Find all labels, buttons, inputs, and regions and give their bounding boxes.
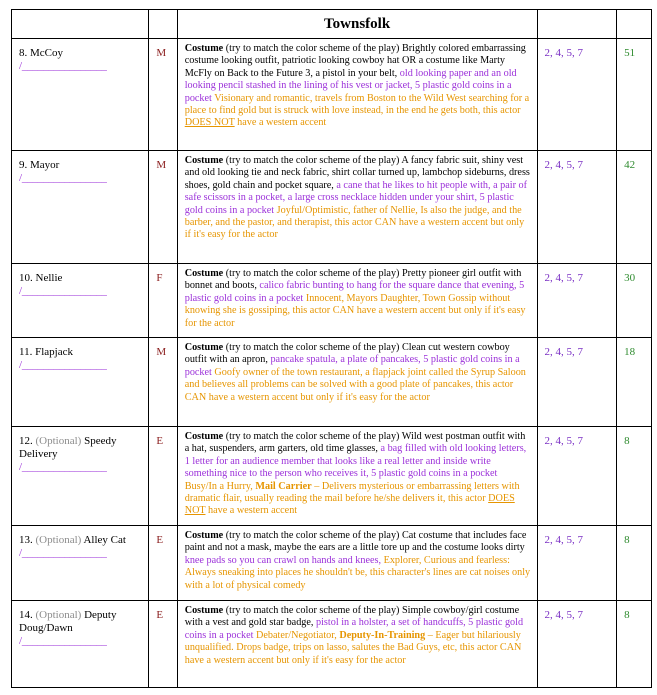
costume-label: Costume [184,431,224,442]
accent-text: have a western accent [234,117,327,129]
header-cell-scenes [537,10,617,39]
scene-list: 2, 4, 5, 7 [537,601,617,688]
character-description [177,601,537,688]
scene-list: 2, 4, 5, 7 [537,427,617,526]
character-name-cell [12,264,149,338]
header-cell-name [12,10,149,39]
character-name: Flapjack [35,346,73,358]
actor-name-blank[interactable]: /________________ [19,359,107,371]
line-count: 42 [617,151,652,264]
character-name-cell [12,338,149,427]
costume-text: (try to match the color scheme of the play) Cat costume that includes face paint and not a mask, maybe the ears are a little tore up and the costume looks dirty [184,530,527,554]
character-number: 11. [19,346,33,358]
actor-name-blank[interactable]: /________________ [19,285,107,297]
costume-label: Costume [184,268,224,279]
line-count: 18 [617,338,652,427]
accent-text: have a western accent [205,505,298,517]
personality-text: Explorer, Curious and fearless: Always sneaking into places he shouldn't be, this character's lines are cat noises only with a lot of physical comedy [184,554,531,591]
costume-label: Costume [184,530,224,541]
character-number: 13. [19,534,33,546]
costume-label: Costume [184,342,224,353]
line-count: 8 [617,601,652,688]
character-name: Deputy Doug/Dawn [19,609,117,634]
costume-text: (try to match the color scheme of the play) A fancy fabric suit, shiny vest and old looking tie and neck fabric, shirt collar turned up, lambchop sideburns, dress shoes, gold chain and pocket square, [184,155,530,191]
scene-list: 2, 4, 5, 7 [537,338,617,427]
character-number: 14. [19,609,33,621]
props-text: old looking paper and an old looking pencil stashed in the lining of his vest or jacket, 5 plastic gold coins in a pocket [184,67,517,104]
character-sex: E [149,526,177,601]
scene-list: 2, 4, 5, 7 [537,151,617,264]
character-name: McCoy [30,47,63,59]
character-description [177,39,537,151]
role-title: Deputy-In-Training [339,629,426,641]
character-row [12,427,652,526]
character-description [177,338,537,427]
character-name-cell [12,427,149,526]
table-title: Townsfolk [177,10,537,39]
character-number: 12. [19,435,33,447]
personality-text: Innocent, Mayors Daughter, Town Gossip without knowing she is gossiping, this actor CAN have a western accent but only if it's easy for the actor [184,292,526,329]
personality-text: Busy/In a Hurry, [184,480,256,492]
character-sex: E [149,427,177,526]
character-sex: E [149,601,177,688]
character-sex: M [149,338,177,427]
costume-text: (try to match the color scheme of the play) Wild west postman outfit with a hat, suspenders, arm garters, old time glasses, [184,431,526,455]
character-sex: M [149,151,177,264]
props-text: pancake spatula, a plate of pancakes, 5 plastic gold coins in a pocket [184,354,520,378]
character-rows [12,39,652,688]
character-description [177,264,537,338]
character-name-cell [12,601,149,688]
role-title: Mail Carrier [255,480,312,492]
costume-label: Costume [184,155,224,166]
costume-text: (try to match the color scheme of the play) Pretty pioneer girl outfit with bonnet and boots, [184,268,522,292]
accent-emphasis: DOES NOT [184,493,515,517]
actor-name-blank[interactable]: /________________ [19,172,107,184]
scene-list: 2, 4, 5, 7 [537,39,617,151]
character-name: Speedy Delivery [19,435,117,460]
personality-text: Goofy owner of the town restaurant, a flapjack joint called the Syrup Saloon and believes all problems can be solved with a good plate of pancakes, this actor CAN have a western accent but only if it's easy for the actor [184,366,526,403]
character-name-cell [12,39,149,151]
scene-list: 2, 4, 5, 7 [537,264,617,338]
costume-text: (try to match the color scheme of the play) Brightly colored embarrassing costume looking outfit, patriotic looking cowboy hat OR a costume like Marty McFly on Back to the Future 3, a pistol in your belt, [184,43,526,79]
line-count: 8 [617,526,652,601]
actor-name-blank[interactable]: /________________ [19,461,107,473]
actor-name-blank[interactable]: /________________ [19,635,107,647]
character-row [12,526,652,601]
optional-label: (Optional) [35,534,82,546]
character-sex: M [149,39,177,151]
character-number: 8. [19,47,28,59]
character-description [177,151,537,264]
character-name-cell [12,526,149,601]
character-row [12,39,652,151]
actor-name-blank[interactable]: /________________ [19,60,107,72]
line-count: 30 [617,264,652,338]
townsfolk-table [11,9,652,688]
character-description [177,526,537,601]
optional-label: (Optional) [35,609,82,621]
character-number: 9. [19,159,28,171]
accent-emphasis: DOES NOT [184,117,235,129]
costume-text: (try to match the color scheme of the play) Clean cut western cowboy outfit with an apron, [184,342,510,366]
character-row [12,151,652,264]
costume-label: Costume [184,43,224,54]
props-text: knee pads so you can crawl on hands and knees, [184,554,382,566]
props-text: a bag filled with old looking letters, 1 letter for an audience member that looks like a real letter and inside write something nice to the person who receives it, 5 plastic gold coins in a pocket [184,443,527,480]
optional-label: (Optional) [35,435,82,447]
character-sex: F [149,264,177,338]
personality-text: Joyful/Optimistic, father of Nellie, Is also the judge, and the barber, and the pastor, and therapist, this actor CAN have a western accent but only if it's easy for the actor [184,204,525,241]
personality-text: Visionary and romantic, travels from Boston to the Wild West searching for a place to find gold but is struck with love instead, in the end he gets both, this actor [184,92,530,117]
character-name: Nellie [35,272,63,284]
character-name-cell [12,151,149,264]
character-row [12,601,652,688]
costume-label: Costume [184,605,224,616]
line-count: 51 [617,39,652,151]
actor-name-blank[interactable]: /________________ [19,547,107,559]
costume-text: (try to match the color scheme of the play) Simple cowboy/girl costume with a vest and gold star badge, [184,605,520,629]
table-header-row [12,10,652,39]
character-number: 10. [19,272,33,284]
personality-text: Debater/Negotiator, [253,629,340,641]
props-text: a cane that he likes to hit people with, a pair of safe scissors in a pocket, a large cross necklace hidden under your shirt, 5 plastic gold coins in a pocket [184,179,528,216]
scene-list: 2, 4, 5, 7 [537,526,617,601]
header-cell-sex [149,10,177,39]
props-text: pistol in a holster, a set of handcuffs, 5 plastic gold coins in a pocket [184,617,524,641]
character-row [12,264,652,338]
personality-text-2: – Eager but hilariously unqualified. Drops badge, trips on lasso, salutes the Bad Guys, etc, this actor CAN have a western accent but only if it's easy for the actor [184,629,522,666]
line-count: 8 [617,427,652,526]
character-row [12,338,652,427]
header-cell-lines [617,10,652,39]
personality-text-2: – Delivers mysterious or embarrassing letters with dramatic flair, usually reading the mail before he/she delivers it, this actor [184,480,520,505]
character-name: Mayor [30,159,60,171]
character-description [177,427,537,526]
props-text: calico fabric bunting to hang for the square dance that evening, 5 plastic gold coins in a pocket [184,280,525,304]
character-name: Alley Cat [83,534,126,546]
